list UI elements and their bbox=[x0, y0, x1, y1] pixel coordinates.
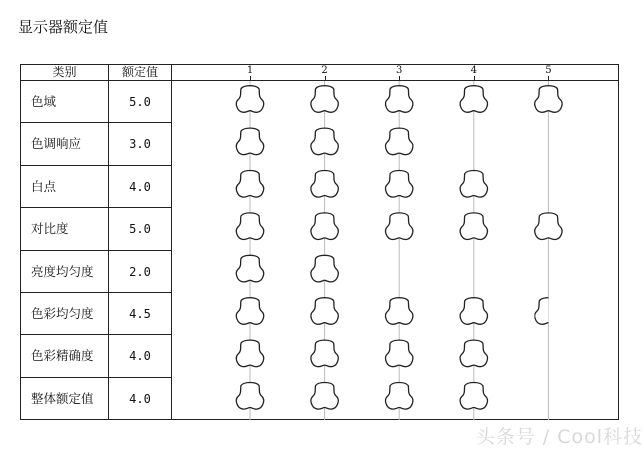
rating-table bbox=[20, 64, 619, 420]
rating-badge-icon bbox=[236, 383, 263, 410]
rating-badge-shape bbox=[386, 213, 413, 240]
rating-badge-icon bbox=[236, 213, 263, 240]
rating-badge-shape bbox=[460, 213, 487, 240]
rating-badge-shape bbox=[386, 298, 413, 325]
rating-badge-icon bbox=[386, 340, 413, 367]
rating-badge-shape bbox=[236, 128, 263, 155]
row-category: 色调响应 bbox=[21, 123, 109, 164]
rating-badge-icon bbox=[460, 298, 487, 325]
table-row bbox=[21, 378, 172, 420]
rating-chart bbox=[172, 81, 619, 420]
row-category: 亮度均匀度 bbox=[21, 251, 109, 292]
watermark: 头条号 / Cool科技 bbox=[475, 426, 643, 448]
rating-badge-shape bbox=[311, 86, 338, 113]
rating-badge-icon bbox=[311, 213, 338, 240]
rating-badge-shape bbox=[460, 86, 487, 113]
rating-badge-icon bbox=[386, 298, 413, 325]
rating-badge-shape bbox=[236, 340, 263, 367]
row-value: 3.0 bbox=[109, 123, 172, 164]
rating-badge-icon bbox=[386, 213, 413, 240]
rating-badge-icon bbox=[311, 255, 338, 282]
rating-badge-shape bbox=[236, 171, 263, 198]
rating-badge-icon bbox=[236, 128, 263, 155]
tick-label: 3 bbox=[396, 65, 403, 76]
row-value: 2.0 bbox=[109, 251, 172, 292]
row-category: 整体额定值 bbox=[21, 378, 109, 420]
rating-badge-shape bbox=[535, 213, 562, 240]
row-category: 白点 bbox=[21, 166, 109, 207]
table-row bbox=[21, 293, 172, 335]
page-title: 显示器额定值 bbox=[18, 18, 109, 36]
rating-badge-shape bbox=[236, 213, 263, 240]
rating-badge-shape bbox=[311, 171, 338, 198]
rating-badge-icon bbox=[460, 86, 487, 113]
table-row bbox=[21, 335, 172, 377]
header-value: 额定值 bbox=[109, 65, 172, 81]
rating-badge-icon bbox=[311, 383, 338, 410]
rating-badge-icon bbox=[386, 128, 413, 155]
rating-badge-shape bbox=[236, 255, 263, 282]
rating-badge-shape bbox=[236, 86, 263, 113]
rating-badge-icon bbox=[236, 298, 263, 325]
row-category: 色彩均匀度 bbox=[21, 293, 109, 334]
rating-badge-icon bbox=[535, 213, 562, 240]
rating-badge-shape bbox=[386, 340, 413, 367]
rating-badge-icon bbox=[311, 340, 338, 367]
table-row bbox=[21, 251, 172, 293]
rating-badge-shape bbox=[460, 298, 487, 325]
rating-badge-icon bbox=[386, 383, 413, 410]
row-category: 色彩精确度 bbox=[21, 335, 109, 376]
tick-label: 4 bbox=[470, 65, 477, 76]
rating-badge-shape bbox=[460, 171, 487, 198]
rating-badge-icon bbox=[460, 171, 487, 198]
row-value: 4.0 bbox=[109, 378, 172, 420]
table-row bbox=[21, 166, 172, 208]
rating-badge-shape bbox=[311, 213, 338, 240]
rating-badge-icon bbox=[386, 171, 413, 198]
row-category: 对比度 bbox=[21, 208, 109, 249]
row-value: 5.0 bbox=[109, 208, 172, 249]
header-category: 类别 bbox=[21, 65, 109, 81]
row-value: 4.0 bbox=[109, 335, 172, 376]
rating-badge-shape bbox=[386, 171, 413, 198]
rating-badge-icon bbox=[535, 86, 562, 113]
rating-badge-shape bbox=[236, 298, 263, 325]
rating-badge-icon bbox=[236, 255, 263, 282]
row-category: 色域 bbox=[21, 81, 109, 122]
rating-badge-icon bbox=[460, 383, 487, 410]
rating-badge-icon bbox=[311, 298, 338, 325]
rating-badge-icon bbox=[236, 86, 263, 113]
rating-badge-icon bbox=[386, 86, 413, 113]
rating-badge-icon bbox=[311, 86, 338, 113]
tick-label: 1 bbox=[246, 65, 254, 76]
table-header bbox=[21, 65, 618, 81]
row-value: 4.5 bbox=[109, 293, 172, 334]
rating-badge-icon bbox=[236, 171, 263, 198]
rating-badge-shape bbox=[311, 128, 338, 155]
rating-badge-shape bbox=[386, 383, 413, 410]
rating-badge-shape bbox=[460, 340, 487, 367]
row-value: 5.0 bbox=[109, 81, 172, 122]
rating-badge-icon bbox=[311, 128, 338, 155]
rating-badge-shape bbox=[386, 86, 413, 113]
table-row bbox=[21, 81, 172, 123]
rating-badge-shape bbox=[311, 298, 338, 325]
rating-badge-icon bbox=[460, 340, 487, 367]
rating-badge-shape bbox=[236, 383, 263, 410]
row-value: 4.0 bbox=[109, 166, 172, 207]
table-row bbox=[21, 208, 172, 250]
rating-badge-icon bbox=[236, 340, 263, 367]
rating-badge-icon bbox=[460, 213, 487, 240]
rating-badge-shape bbox=[311, 383, 338, 410]
tick-label: 5 bbox=[545, 65, 552, 76]
table-row bbox=[21, 123, 172, 165]
rating-badge-shape bbox=[386, 128, 413, 155]
rating-badge-shape bbox=[535, 86, 562, 113]
rating-badge-shape bbox=[460, 383, 487, 410]
tick-label: 2 bbox=[321, 65, 328, 76]
rating-badge-shape bbox=[311, 255, 338, 282]
rating-badge-shape bbox=[311, 340, 338, 367]
rating-badge-icon bbox=[311, 171, 338, 198]
